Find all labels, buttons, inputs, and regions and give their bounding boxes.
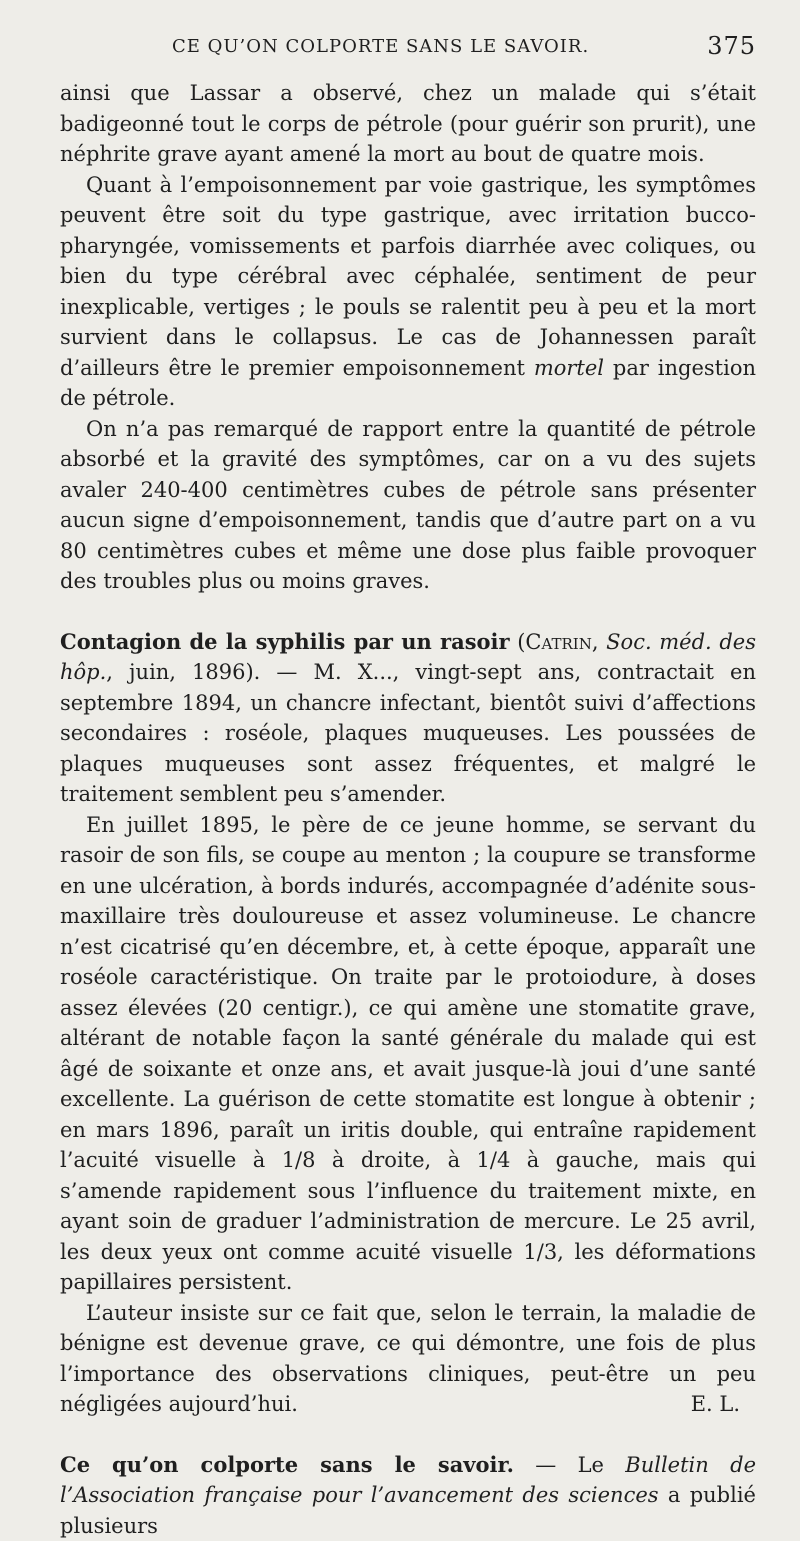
paragraph-case: En juillet 1895, le père de ce jeune homme, se servant du rasoir de son fils, se coupe au menton ; la coupure se transforme en une ulcération, à bords indurés, accompagnée d’adénite sous-maxillaire très douloureuse et assez volumineuse. Le chancre n’est cicatrisé qu’en décembre, et, à cette époque, apparaît une roséole caractéristique. On traite par le protoiodure, à doses assez élevées (20 centigr.), ce qui amène une stomatite grave, altérant de notable façon la santé générale du malade qui est âgé de soixante et onze ans, et avait jusque-là joui d’une santé excellente. La guérison de cette stomatite est longue à obtenir ; en mars 1896, paraît un iritis double, qui entraîne rapidement l’acuité visuelle à 1/8 à droite, à 1/4 à gauche, mais qui s’amende rapidement sous l’influence du traitement mixte, en ayant soin de graduer l’administration de mercure. Le 25 avril, les deux yeux ont comme acuité visuelle 1/3, les déformations papillaires persistent.: [60, 810, 756, 1298]
citation-separator: ,: [592, 630, 606, 654]
running-head: [60, 28, 756, 78]
citation-date: , juin, 1896).: [106, 660, 260, 684]
paragraph-dose: On n’a pas remarqué de rapport entre la quantité de pétrole absorbé et la gravité des symptômes, car on a vu des sujets avaler 240-400 centimètres cubes de pétrole sans présenter aucun signe d’empoisonnement, tandis que d’autre part on a vu 80 centimètres cubes et même une dose plus faible provoquer des troubles plus ou moins graves.: [60, 414, 756, 597]
section-colporte: [60, 1450, 756, 1541]
running-head-title: CE QU’ON COLPORTE SANS LE SAVOIR.: [172, 36, 589, 57]
paragraph-text: L’auteur insiste sur ce fait que, selon le terrain, la maladie de bénigne est devenue grave, ce qui démontre, une fois de plus l’importance des observations cliniques, peut-être un peu négligées aujourd’hui.: [60, 1301, 756, 1417]
section-syphilis: [60, 627, 756, 810]
author-signature: E. L.: [665, 1389, 756, 1420]
paragraph-conclusion: [60, 1298, 756, 1420]
citation-author: Catrin: [525, 630, 591, 654]
emphasis-text: mortel: [534, 356, 604, 380]
citation-open: (: [510, 630, 526, 654]
section-heading: Contagion de la syphilis par un rasoir: [60, 629, 510, 654]
page-number: 375: [707, 32, 756, 60]
paragraph-continuation: ainsi que Lassar a observé, chez un malade qui s’était badigeonné tout le corps de pétrole (pour guérir son prurit), une néphrite grave ayant amené la mort au bout de quatre mois.: [60, 78, 756, 170]
paragraph-text: par ingestion de pétrole.: [60, 356, 756, 411]
section-text: — M. X..., vingt-sept ans, contractait en septembre 1894, un chancre infectant, bientôt suivi d’affections secondaires : roséole, plaques muqueuses. Les poussées de plaques muqueuses sont assez fréquentes, et malgré le traitement semblent peu s’amender.: [60, 660, 756, 806]
paragraph-gastric-poisoning: [60, 170, 756, 414]
article-body: [60, 78, 756, 1541]
section-text: — Le: [514, 1453, 625, 1477]
section-heading: Ce qu’on colporte sans le savoir.: [60, 1452, 514, 1477]
section-text: a publié plusieurs: [60, 1483, 756, 1538]
emphasis-text: Bulletin de l’Association française pour l’avancement des sciences: [60, 1453, 756, 1508]
citation-journal: Soc. méd. des hôp.: [60, 630, 756, 685]
paragraph-text: Quant à l’empoisonnement par voie gastrique, les symptômes peuvent être soit du type gastrique, avec irritation bucco-pharyngée, vomissements et parfois diarrhée avec coliques, ou bien du type cérébral avec céphalée, sentiment de peur inexplicable, vertiges ; le pouls se ralentit peu à peu et la mort survient dans le collapsus. Le cas de Johannessen paraît d’ailleurs être le premier empoisonnement: [60, 173, 756, 380]
